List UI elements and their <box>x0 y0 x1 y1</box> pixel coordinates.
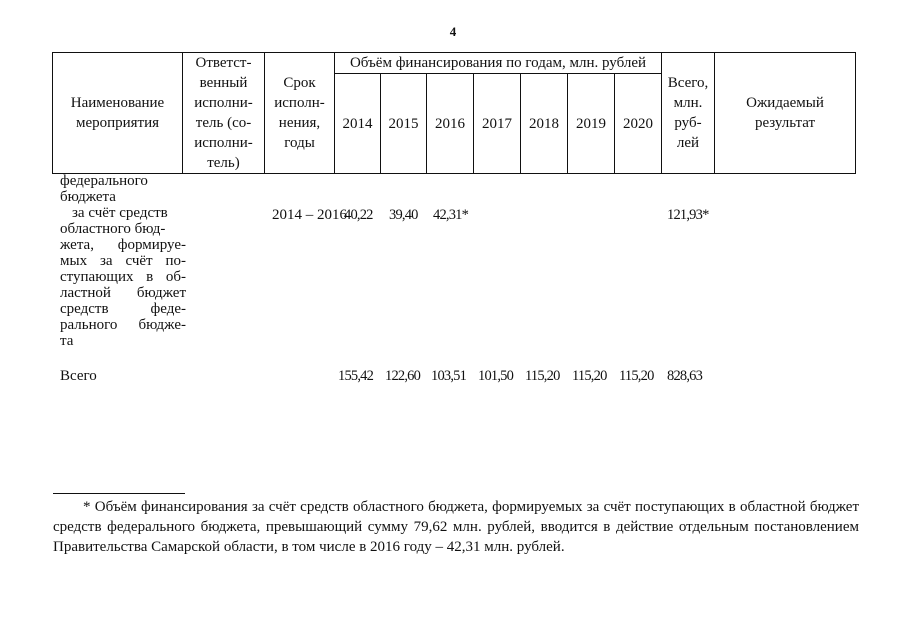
footnote-separator <box>53 493 185 494</box>
header-year: 2019 <box>568 74 615 174</box>
total-value-2014: 155,42 <box>338 368 374 384</box>
header-year: 2016 <box>427 74 474 174</box>
total-value-2018: 115,20 <box>525 368 560 384</box>
row-description <box>60 173 186 349</box>
funding-table-header <box>52 52 856 174</box>
item-line: жета, формируе- <box>60 237 186 253</box>
total-value-2016: 103,51 <box>431 368 467 384</box>
header-executor: Ответст- венный исполни- тель (со- исполни- тель) <box>183 53 265 174</box>
item-line: мых за счёт по- <box>60 253 186 269</box>
header-year: 2014 <box>335 74 381 174</box>
carry-line: федерального <box>60 173 148 189</box>
total-value-2020: 115,20 <box>619 368 654 384</box>
header-term: Срок исполн- нения, годы <box>265 53 335 174</box>
item-line: рального бюдже- <box>60 317 186 333</box>
header-year: 2015 <box>381 74 427 174</box>
carry-line: бюджета <box>60 189 116 205</box>
footnote <box>53 497 859 557</box>
item-line: средств феде- <box>60 301 186 317</box>
total-label: Всего <box>60 368 97 384</box>
header-name: Наименование мероприятия <box>53 53 183 174</box>
item-value-2014: 40,22 <box>344 207 373 223</box>
item-total: 121,93* <box>667 207 709 223</box>
header-result: Ожидаемый результат <box>715 53 856 174</box>
header-year: 2017 <box>474 74 521 174</box>
item-value-2016: 42,31* <box>433 207 469 223</box>
item-line: областного бюд- <box>60 221 166 237</box>
header-total: Всего, млн. руб- лей <box>662 53 715 174</box>
item-term: 2014 – 2016 <box>272 207 347 223</box>
total-value-2017: 101,50 <box>478 368 514 384</box>
item-value-2015: 39,40 <box>389 207 418 223</box>
item-line: та <box>60 333 74 349</box>
header-year: 2020 <box>615 74 662 174</box>
item-line: ступающих в об- <box>60 269 186 285</box>
page-number: 4 <box>449 24 457 39</box>
footnote-text: * Объём финансирования за счёт средств областного бюджета, формируемых за счёт поступающих в областной бюджет средств федерального бюджета, превышающий сумму 79,62 млн. рублей, вводится в действие отдельным постановлением Правительства Самарской области, в том числе в 2016 году – 42,31 млн. рублей. <box>53 499 859 555</box>
total-value-2015: 122,60 <box>385 368 421 384</box>
header-year: 2018 <box>521 74 568 174</box>
grand-total: 828,63 <box>667 368 703 384</box>
item-line: за счёт средств <box>72 205 168 221</box>
header-funding-title: Объём финансирования по годам, млн. рублей <box>335 53 662 74</box>
item-line: ластной бюджет <box>60 285 186 301</box>
total-value-2019: 115,20 <box>572 368 607 384</box>
